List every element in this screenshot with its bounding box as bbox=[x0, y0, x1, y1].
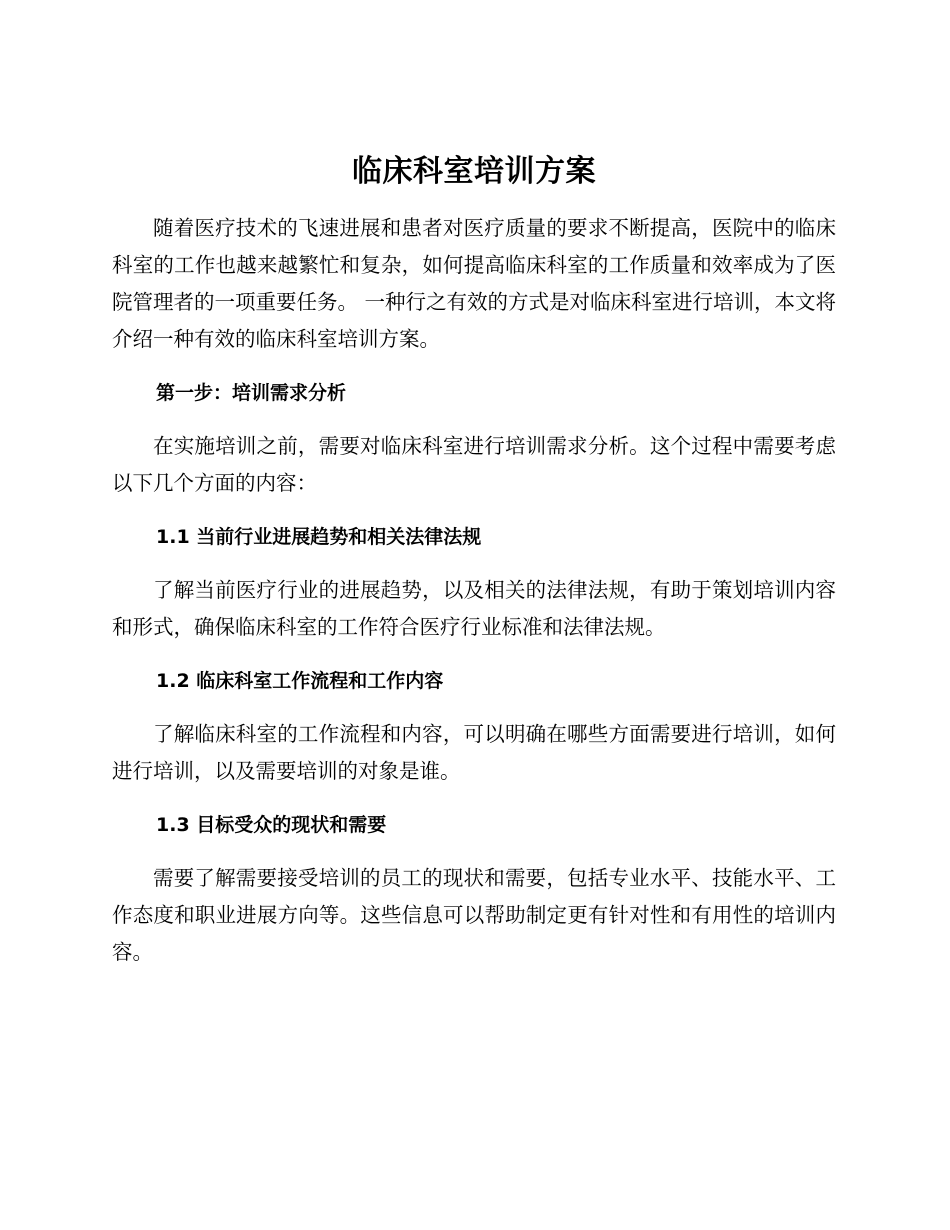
document-title: 临床科室培训方案 bbox=[352, 154, 596, 189]
section-1-2-paragraph: 了解临床科室的工作流程和内容，可以明确在哪些方面需要进行培训，如何进行培训，以及需要培训的对象是谁。 bbox=[112, 722, 836, 783]
section-1-1-paragraph: 了解当前医疗行业的进展趋势，以及相关的法律法规，有助于策划培训内容和形式，确保临床科室的工作符合医疗行业标准和法律法规。 bbox=[112, 578, 836, 639]
intro-paragraph: 随着医疗技术的飞速进展和患者对医疗质量的要求不断提高，医院中的临床科室的工作也越来越繁忙和复杂，如何提高临床科室的工作质量和效率成为了医院管理者的一项重要任务。 一种行之有效的方式是对临床科室进行培训，本文将介绍一种有效的临床科室培训方案。 bbox=[112, 216, 837, 351]
step1-paragraph: 在实施培训之前，需要对临床科室进行培训需求分析。这个过程中需要考虑以下几个方面的内容： bbox=[112, 434, 836, 495]
section-1-1-heading: 1.1 当前行业进展趋势和相关法律法规 bbox=[156, 526, 482, 548]
section-1-3-paragraph: 需要了解需要接受培训的员工的现状和需要，包括专业水平、技能水平、工作态度和职业进展方向等。这些信息可以帮助制定更有针对性和有用性的培训内容。 bbox=[112, 866, 836, 964]
section-1-3-heading: 1.3 目标受众的现状和需要 bbox=[156, 814, 387, 836]
step1-heading: 第一步：培训需求分析 bbox=[156, 382, 347, 404]
section-1-2-heading: 1.2 临床科室工作流程和工作内容 bbox=[156, 670, 444, 692]
document-page bbox=[112, 146, 836, 971]
